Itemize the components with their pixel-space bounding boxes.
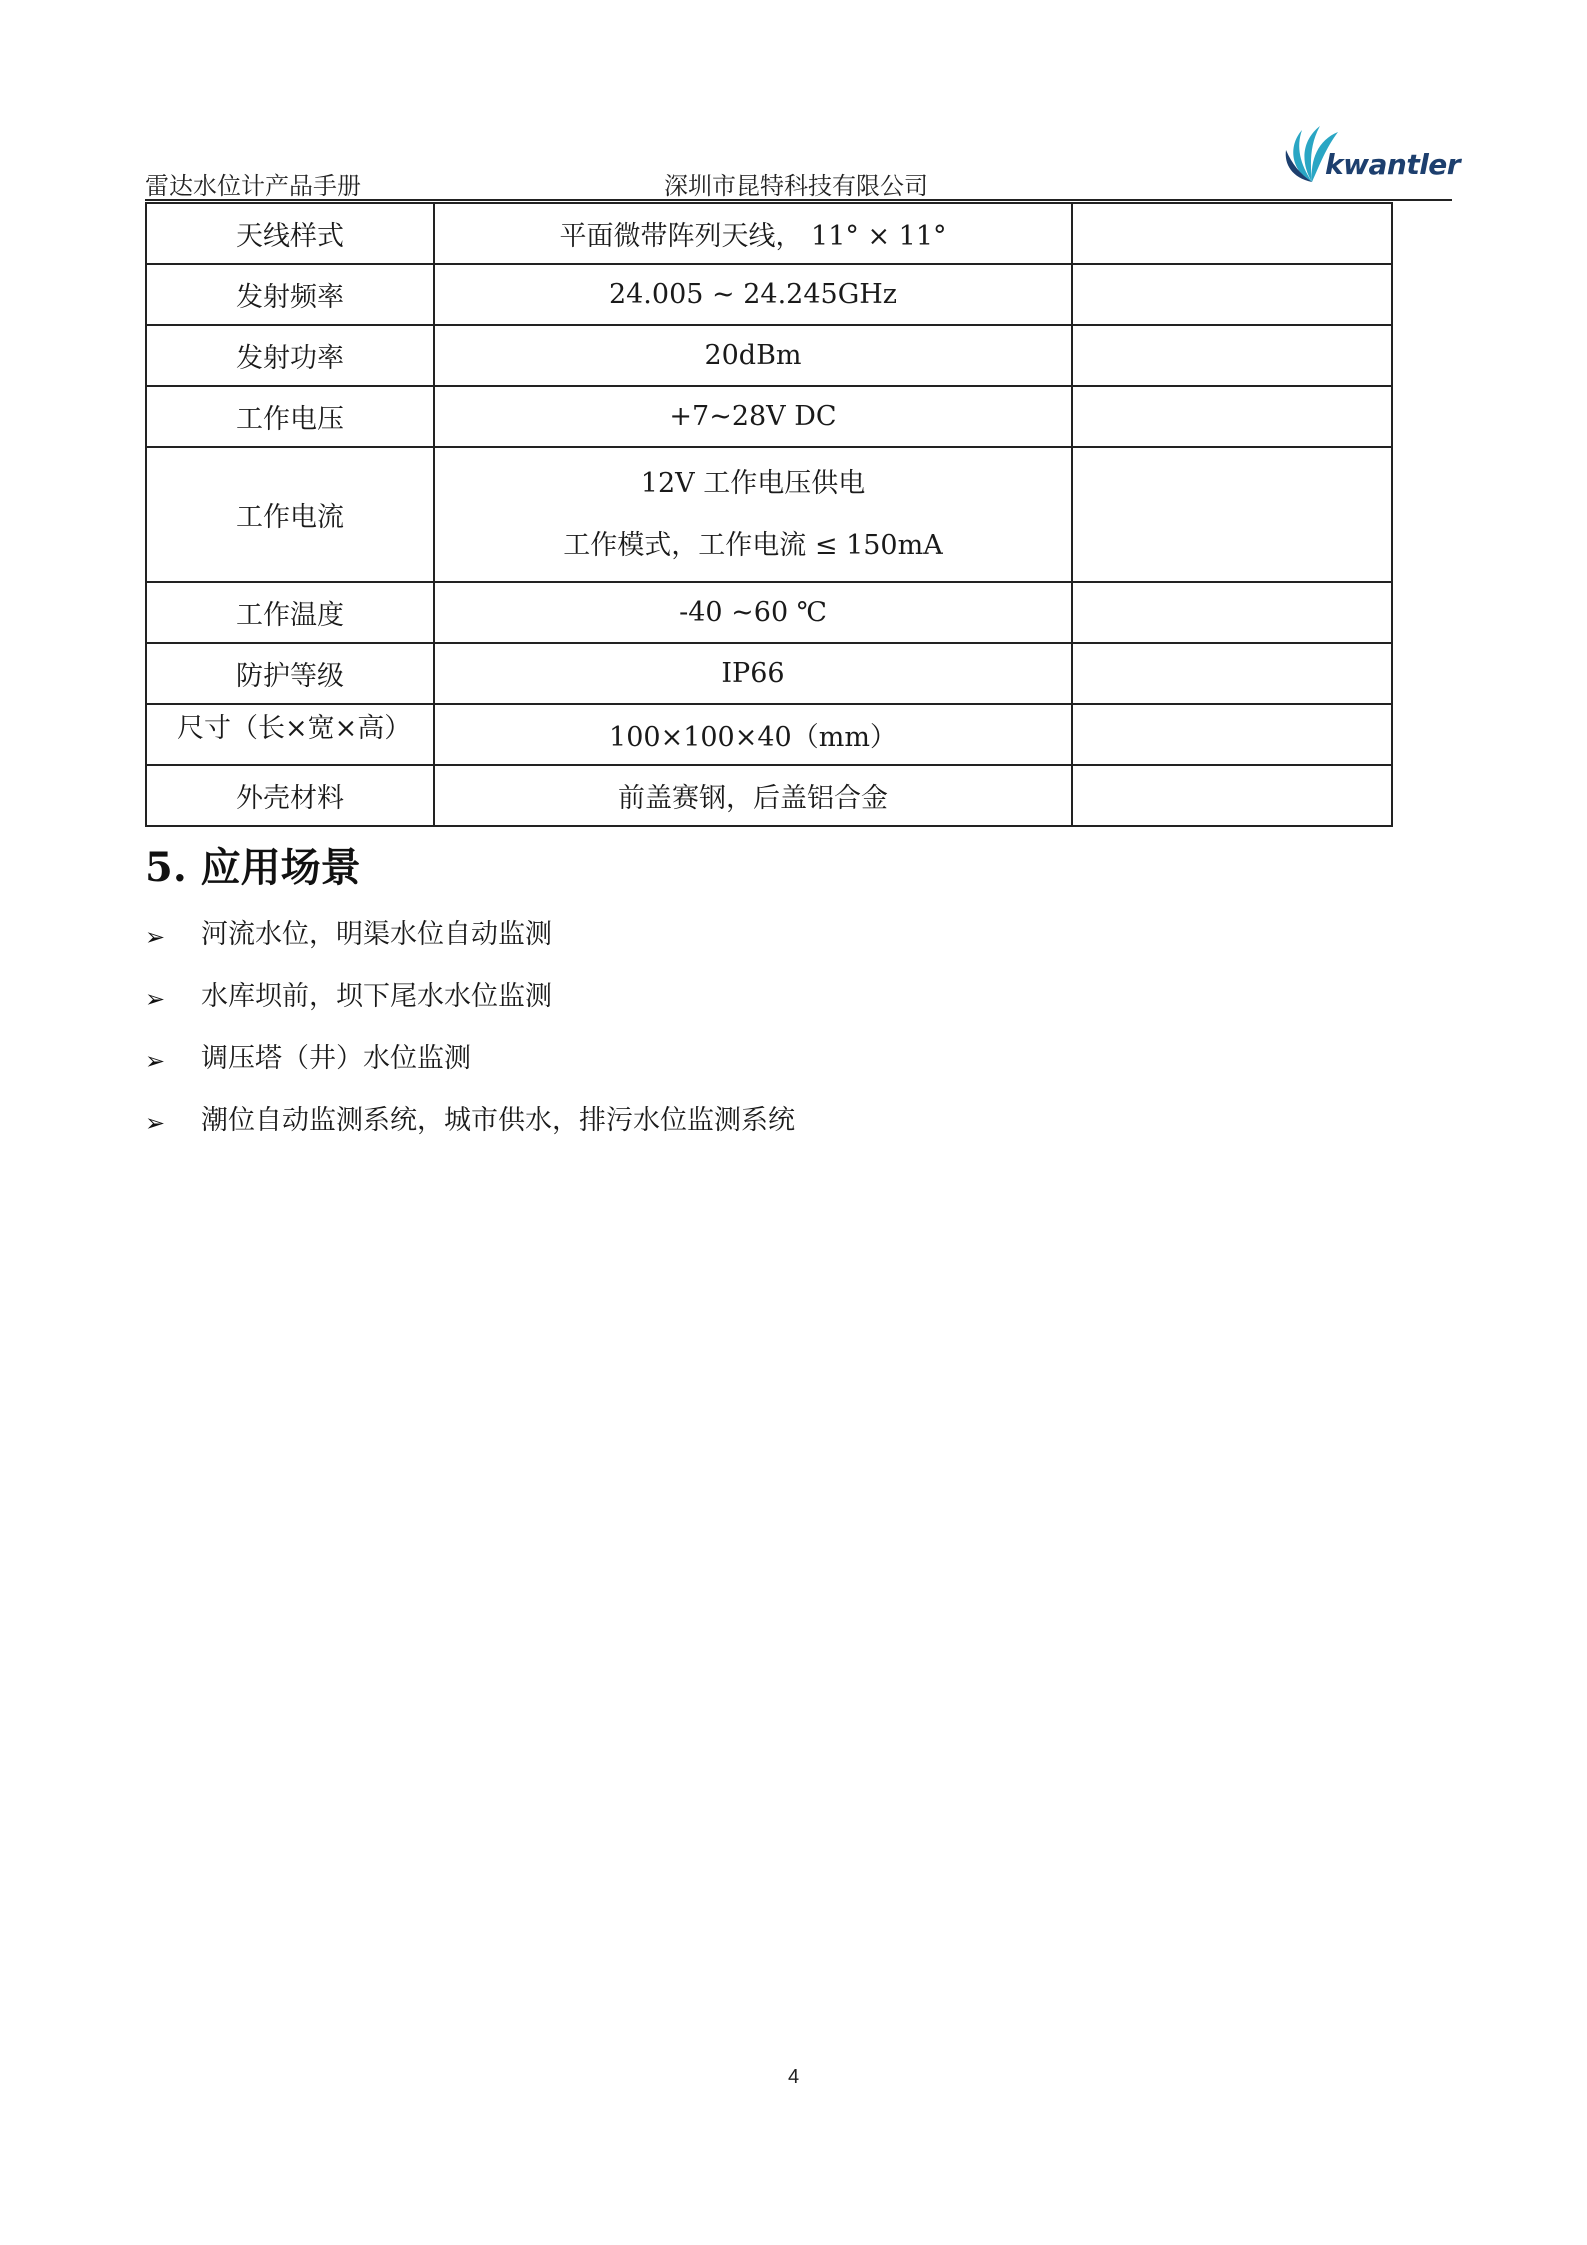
arrow-bullet-icon: ➢: [145, 985, 166, 1013]
spec-name: 工作温度: [146, 582, 434, 643]
list-item-text: 潮位自动监测系统，城市供水，排污水位监测系统: [201, 1105, 795, 1136]
page-number: 4: [787, 2066, 800, 2088]
table-row: [146, 765, 1392, 826]
spec-extra: [1072, 704, 1392, 765]
arrow-bullet-icon: ➢: [145, 1109, 166, 1137]
spec-extra: [1072, 582, 1392, 643]
spec-name: 防护等级: [146, 643, 434, 704]
table-row: [146, 704, 1392, 765]
table-row: [146, 582, 1392, 643]
spec-name: 发射功率: [146, 325, 434, 386]
spec-name: 尺寸（长×宽×高）: [177, 713, 412, 744]
spec-value: [434, 447, 1072, 582]
document-title: 雷达水位计产品手册: [145, 172, 361, 200]
table-row: [146, 447, 1392, 582]
spec-value: 24.005 ~ 24.245GHz: [434, 264, 1072, 325]
company-logo: [1282, 112, 1461, 188]
table-row: [146, 325, 1392, 386]
spec-value: +7~28V DC: [434, 386, 1072, 447]
table-row: [146, 643, 1392, 704]
table-row: [146, 386, 1392, 447]
spec-extra: [1072, 765, 1392, 826]
spec-name: 天线样式: [146, 203, 434, 264]
spec-extra: [1072, 264, 1392, 325]
spec-name-cell: [146, 704, 434, 765]
company-name: 深圳市昆特科技有限公司: [664, 172, 928, 200]
spec-value: 前盖赛钢，后盖铝合金: [434, 765, 1072, 826]
spec-extra: [1072, 447, 1392, 582]
spec-value: 平面微带阵列天线， 11° × 11°: [434, 203, 1072, 264]
spec-value: 20dBm: [434, 325, 1072, 386]
spec-extra: [1072, 325, 1392, 386]
spec-extra: [1072, 203, 1392, 264]
spec-extra: [1072, 386, 1392, 447]
logo-wordmark: kwantler: [1325, 148, 1461, 181]
spec-value: IP66: [434, 643, 1072, 704]
arrow-bullet-icon: ➢: [145, 1047, 166, 1075]
spec-name: 工作电流: [146, 447, 434, 582]
spec-name: 工作电压: [146, 386, 434, 447]
spec-value: 100×100×40（mm）: [434, 704, 1072, 765]
list-item-text: 河流水位，明渠水位自动监测: [201, 919, 552, 950]
table-row: [146, 203, 1392, 264]
spec-name: 发射频率: [146, 264, 434, 325]
header-divider: [145, 199, 1452, 201]
arrow-bullet-icon: ➢: [145, 923, 166, 951]
spec-extra: [1072, 643, 1392, 704]
spec-value-line: 工作模式，工作电流 ≤ 150mA: [563, 529, 943, 561]
list-item-text: 水库坝前，坝下尾水水位监测: [201, 981, 552, 1012]
spec-value-line: 12V 工作电压供电: [640, 467, 866, 499]
spec-value: -40 ~60 ℃: [434, 582, 1072, 643]
table-row: [146, 264, 1392, 325]
section-heading: 5. 应用场景: [145, 844, 361, 891]
spec-name: 外壳材料: [146, 765, 434, 826]
list-item-text: 调压塔（井）水位监测: [201, 1043, 471, 1074]
spec-table: [145, 202, 1393, 827]
